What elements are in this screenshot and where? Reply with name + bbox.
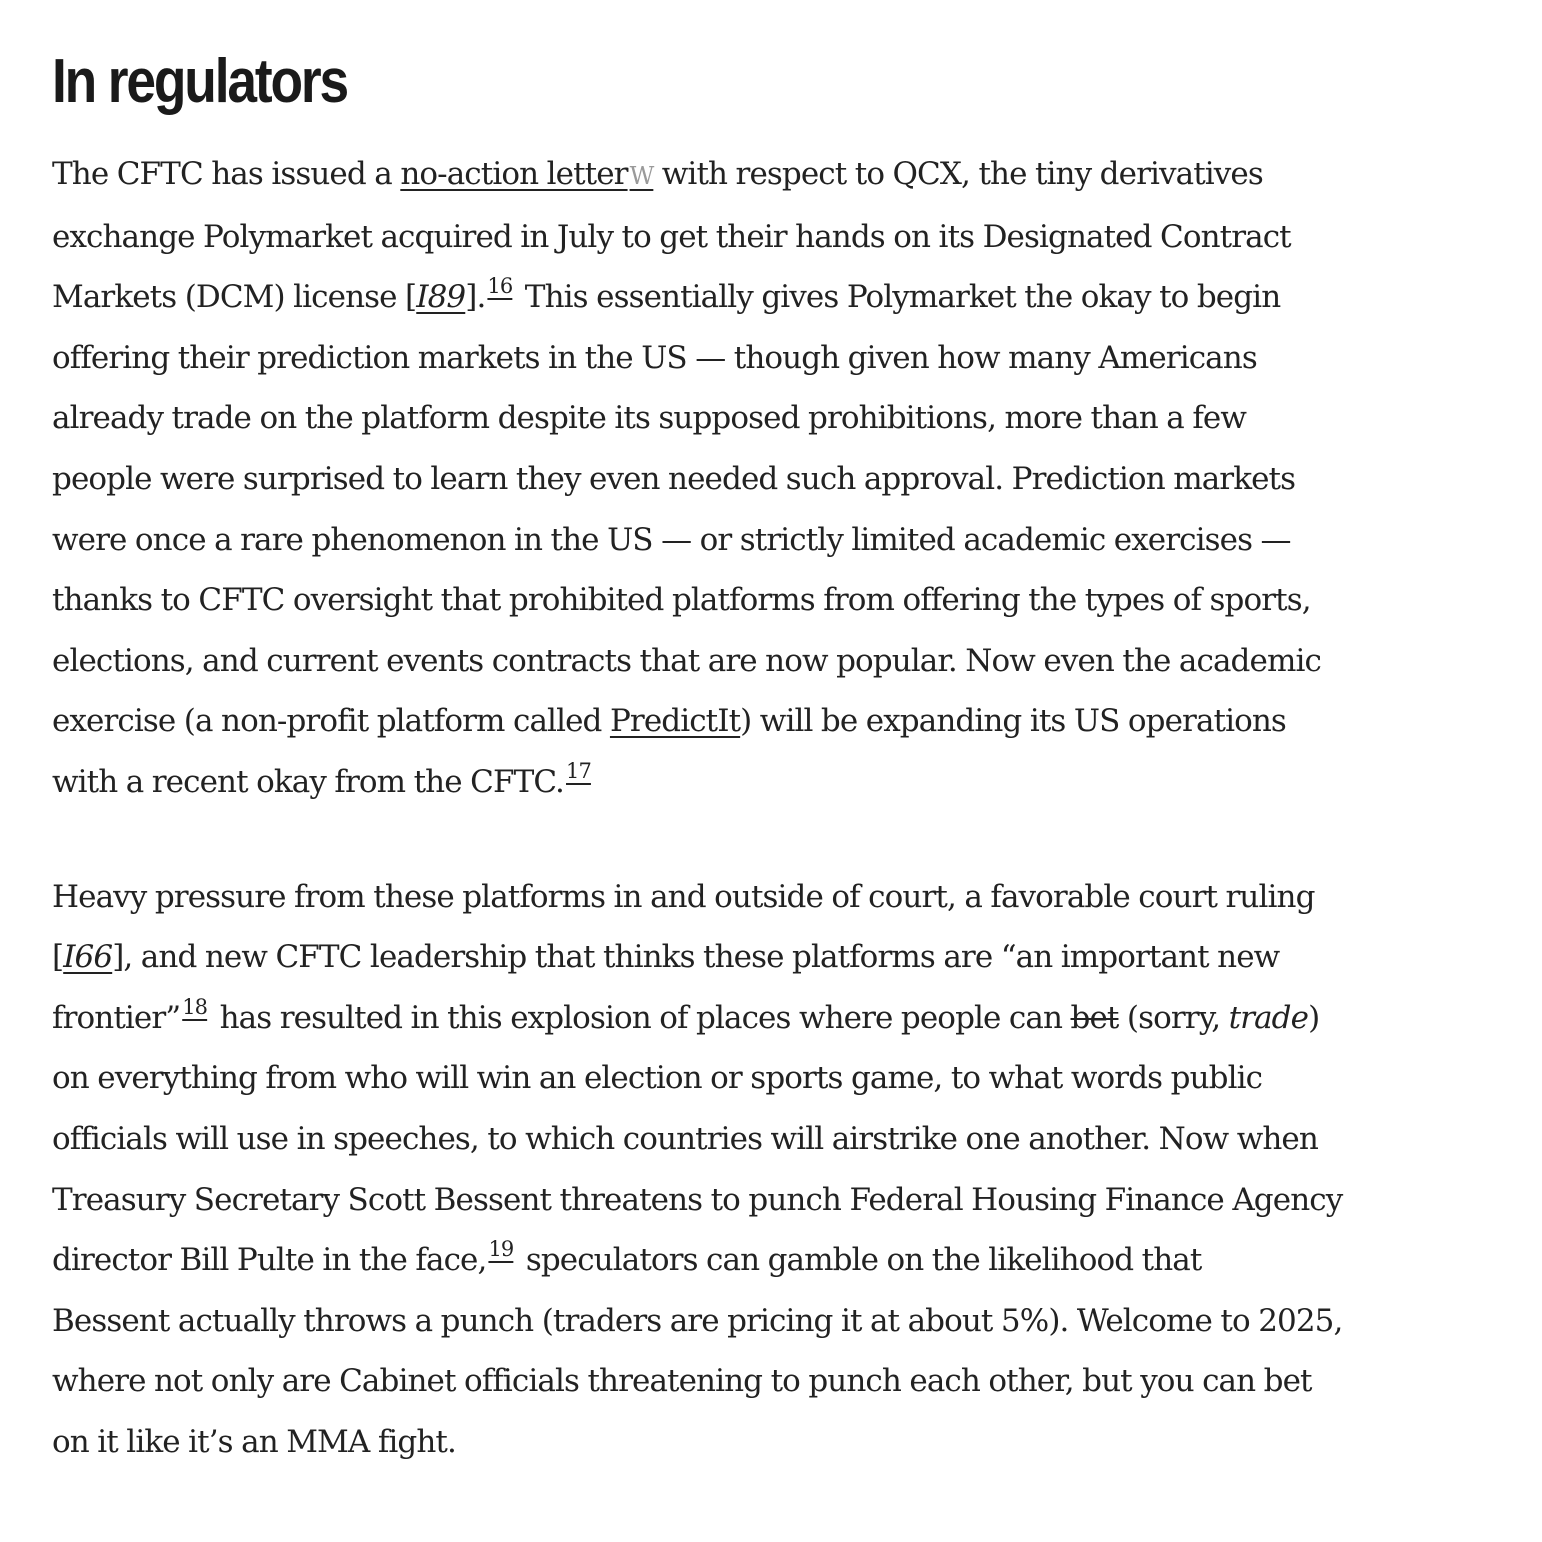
text-line: on everything from who will win an election or sports game, to what words public: [52, 1060, 1263, 1097]
wikipedia-icon: W: [629, 162, 654, 190]
text-line: ], and new CFTC leadership that thinks these platforms are “an important new: [112, 939, 1280, 976]
text-line: [: [52, 939, 64, 976]
text-line: elections, and current events contracts that are now popular. Now even the academic: [52, 642, 1321, 679]
citation-link-i89[interactable]: I89: [416, 279, 466, 316]
text-line: already trade on the platform despite its supposed prohibitions, more than a few: [52, 400, 1246, 437]
text-line: Heavy pressure from these platforms in and outside of court, a favorable court ruling: [52, 878, 1315, 915]
text-line: Bessent actually throws a punch (traders are pricing it at about 5%). Welcome to 2025,: [52, 1302, 1343, 1339]
text-line: exercise (a non-profit platform called: [52, 703, 610, 740]
text-line: The CFTC has issued a: [52, 156, 401, 192]
footnote-link-17[interactable]: 17: [566, 758, 591, 783]
text-line: ) will be expanding its US operations: [740, 703, 1286, 740]
text-line: Markets (DCM) license [: [52, 279, 417, 316]
text-line: frontier”: [52, 999, 181, 1036]
struck-word: bet: [1070, 999, 1119, 1036]
article-section: [52, 40, 1492, 1472]
text-line: has resulted in this explosion of places where people can: [211, 999, 1071, 1036]
citation-link-i66[interactable]: I66: [63, 939, 113, 976]
text-line: officials will use in speeches, to which countries will airstrike one another. Now when: [52, 1120, 1318, 1157]
footnote-link-19[interactable]: 19: [488, 1237, 514, 1262]
text-line: with respect to QCX, the tiny derivatives: [653, 156, 1263, 192]
paragraph-regulators-2: [52, 867, 1492, 1473]
text-line: with a recent okay from the CFTC.: [52, 763, 565, 800]
predictit-link[interactable]: PredictIt: [609, 703, 741, 740]
text-line: exchange Polymarket acquired in July to get their hands on its Designated Contract: [52, 218, 1291, 255]
section-heading: In regulators: [52, 47, 347, 116]
text-line: This essentially gives Polymarket the okay to begin: [516, 279, 1281, 316]
text-line: Treasury Secretary Scott Bessent threatens to punch Federal Housing Finance Agency: [52, 1181, 1343, 1218]
text-line: speculators can gamble on the likelihood that: [517, 1242, 1202, 1279]
text-line: people were surprised to learn they even needed such approval. Prediction markets: [52, 460, 1296, 497]
text-line: director Bill Pulte in the face,: [52, 1242, 487, 1279]
footnote-link-16[interactable]: 16: [487, 274, 513, 299]
text-line: on it like it’s an MMA fight.: [52, 1423, 456, 1460]
text-line: ): [1308, 999, 1320, 1036]
text-line: where not only are Cabinet officials threatening to punch each other, but you can bet: [52, 1363, 1312, 1400]
footnote-link-18[interactable]: 18: [182, 994, 208, 1019]
text-line: ].: [465, 279, 486, 316]
no-action-letter-link[interactable]: no-action letterW: [400, 156, 654, 192]
paragraph-regulators-1: [52, 144, 1492, 813]
text-line: offering their prediction markets in the US — though given how many Americans: [52, 339, 1257, 376]
text-line: were once a rare phenomenon in the US — or strictly limited academic exercises —: [52, 521, 1291, 558]
text-line: (sorry,: [1118, 999, 1229, 1036]
italic-word: trade: [1228, 999, 1309, 1036]
text-line: thanks to CFTC oversight that prohibited platforms from offering the types of sports,: [52, 582, 1311, 619]
